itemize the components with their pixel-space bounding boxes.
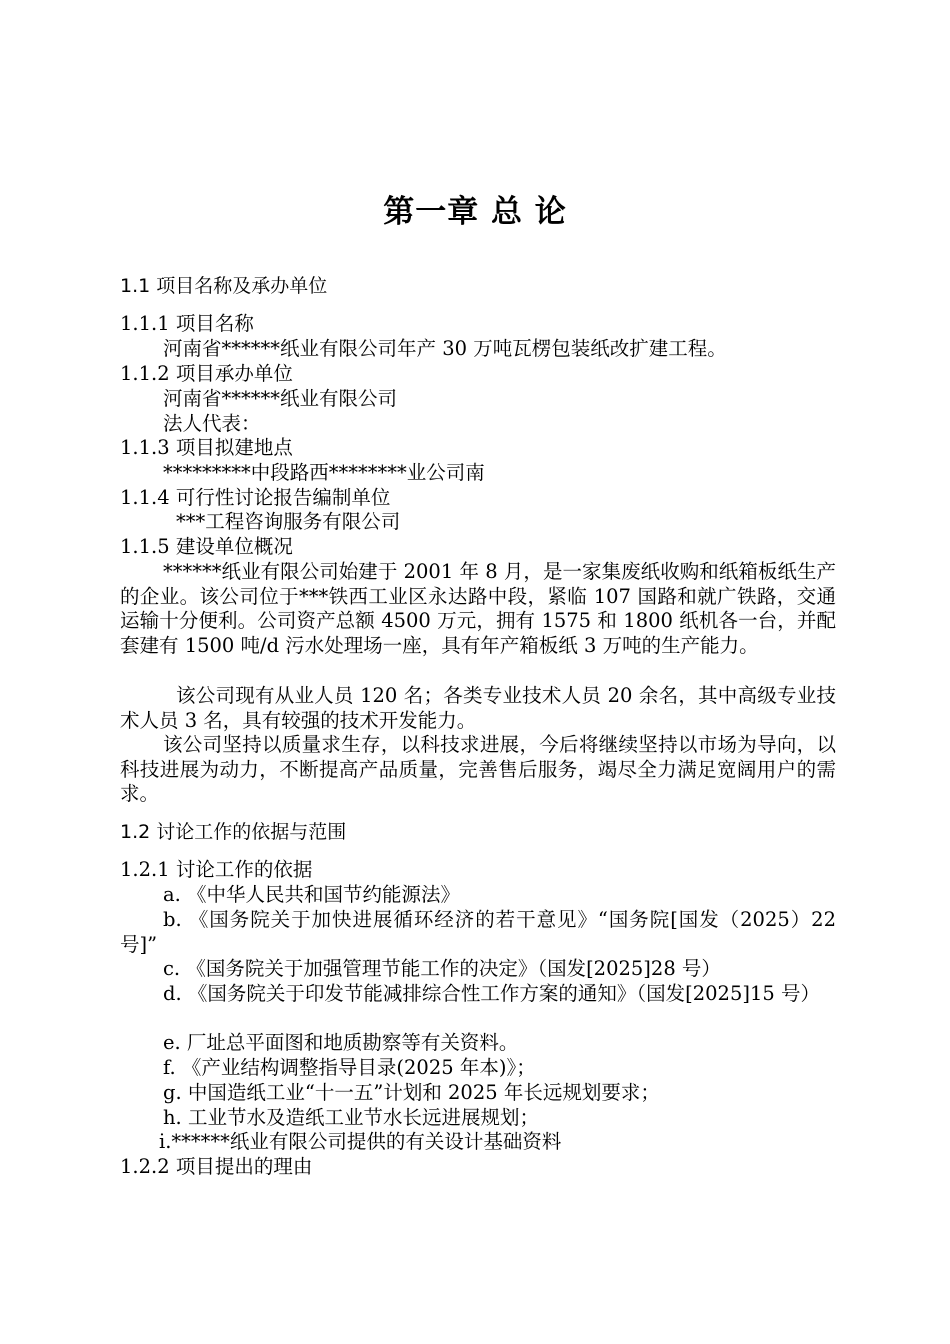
subsection-label-1-1-1: 1.1.1 项目名称	[120, 312, 254, 335]
basis-item-h: h. 工业节水及造纸工业节水长远进展规划；	[163, 1106, 539, 1129]
basis-item-a: a. 《中华人民共和国节约能源法》	[163, 883, 461, 906]
report-compiler-text: ***工程咨询服务有限公司	[176, 510, 401, 533]
basis-item-g: g. 中国造纸工业“十一五”计划和 2025 年长远规划要求；	[163, 1081, 660, 1104]
legal-representative-text: 法人代表：	[163, 412, 261, 435]
subsection-label-1-1-2: 1.1.2 项目承办单位	[120, 362, 293, 385]
basis-item-f: f. 《产业结构调整指导目录(2025 年本)》；	[163, 1056, 536, 1079]
basis-item-e: e. 厂址总平面图和地质勘察等有关资料。	[163, 1031, 519, 1054]
subsection-label-1-1-5: 1.1.5 建设单位概况	[120, 535, 293, 558]
section-heading-1-2: 1.2 讨论工作的依据与范围	[120, 821, 347, 843]
company-strategy-paragraph: 该公司坚持以质量求生存，以科技求进展，今后将继续坚持以市场为导向，以科技进展为动力，不断提高产品质量，完善售后服务，竭尽全力满足宽阔用户的需求。	[120, 733, 836, 806]
company-overview-paragraph: ******纸业有限公司始建于 2001 年 8 月，是一家集废纸收购和纸箱板纸生产的企业。该公司位于***铁西工业区永达路中段，紧临 107 国路和就广铁路，交通运输十分便利。公司资产总额 4500 万元，拥有 1575 和 1800 纸机各一台，并配套建有 1500 吨/d 污水处理场一座，具有年产箱板纸 3 万吨的生产能力。	[120, 560, 836, 657]
basis-item-c: c. 《国务院关于加强管理节能工作的决定》（国发[2025]28 号）	[163, 957, 721, 980]
subsection-label-1-2-2: 1.2.2 项目提出的理由	[120, 1155, 313, 1178]
basis-item-i: i.******纸业有限公司提供的有关设计基础资料	[159, 1130, 562, 1153]
section-heading-1-1: 1.1 项目名称及承办单位	[120, 275, 328, 297]
company-staff-paragraph: 该公司现有从业人员 120 名；各类专业技术人员 20 余名，其中高级专业技术人员 3 名，具有较强的技术开发能力。	[120, 684, 836, 732]
subsection-label-1-1-4: 1.1.4 可行性讨论报告编制单位	[120, 486, 391, 509]
project-name-text: 河南省******纸业有限公司年产 30 万吨瓦楞包装纸改扩建工程。	[163, 337, 727, 360]
subsection-label-1-1-3: 1.1.3 项目拟建地点	[120, 436, 293, 459]
chapter-title: 第一章 总 论	[383, 194, 567, 230]
site-location-text: *********中段路西********业公司南	[163, 461, 485, 484]
subsection-label-1-2-1: 1.2.1 讨论工作的依据	[120, 858, 313, 881]
basis-item-b: b. 《国务院关于加快进展循环经济的若干意见》“国务院[国发（2025）22 号]”	[120, 908, 836, 956]
basis-item-d: d. 《国务院关于印发节能减排综合性工作方案的通知》（国发[2025]15 号）	[163, 982, 820, 1005]
sponsor-unit-text: 河南省******纸业有限公司	[163, 387, 398, 410]
